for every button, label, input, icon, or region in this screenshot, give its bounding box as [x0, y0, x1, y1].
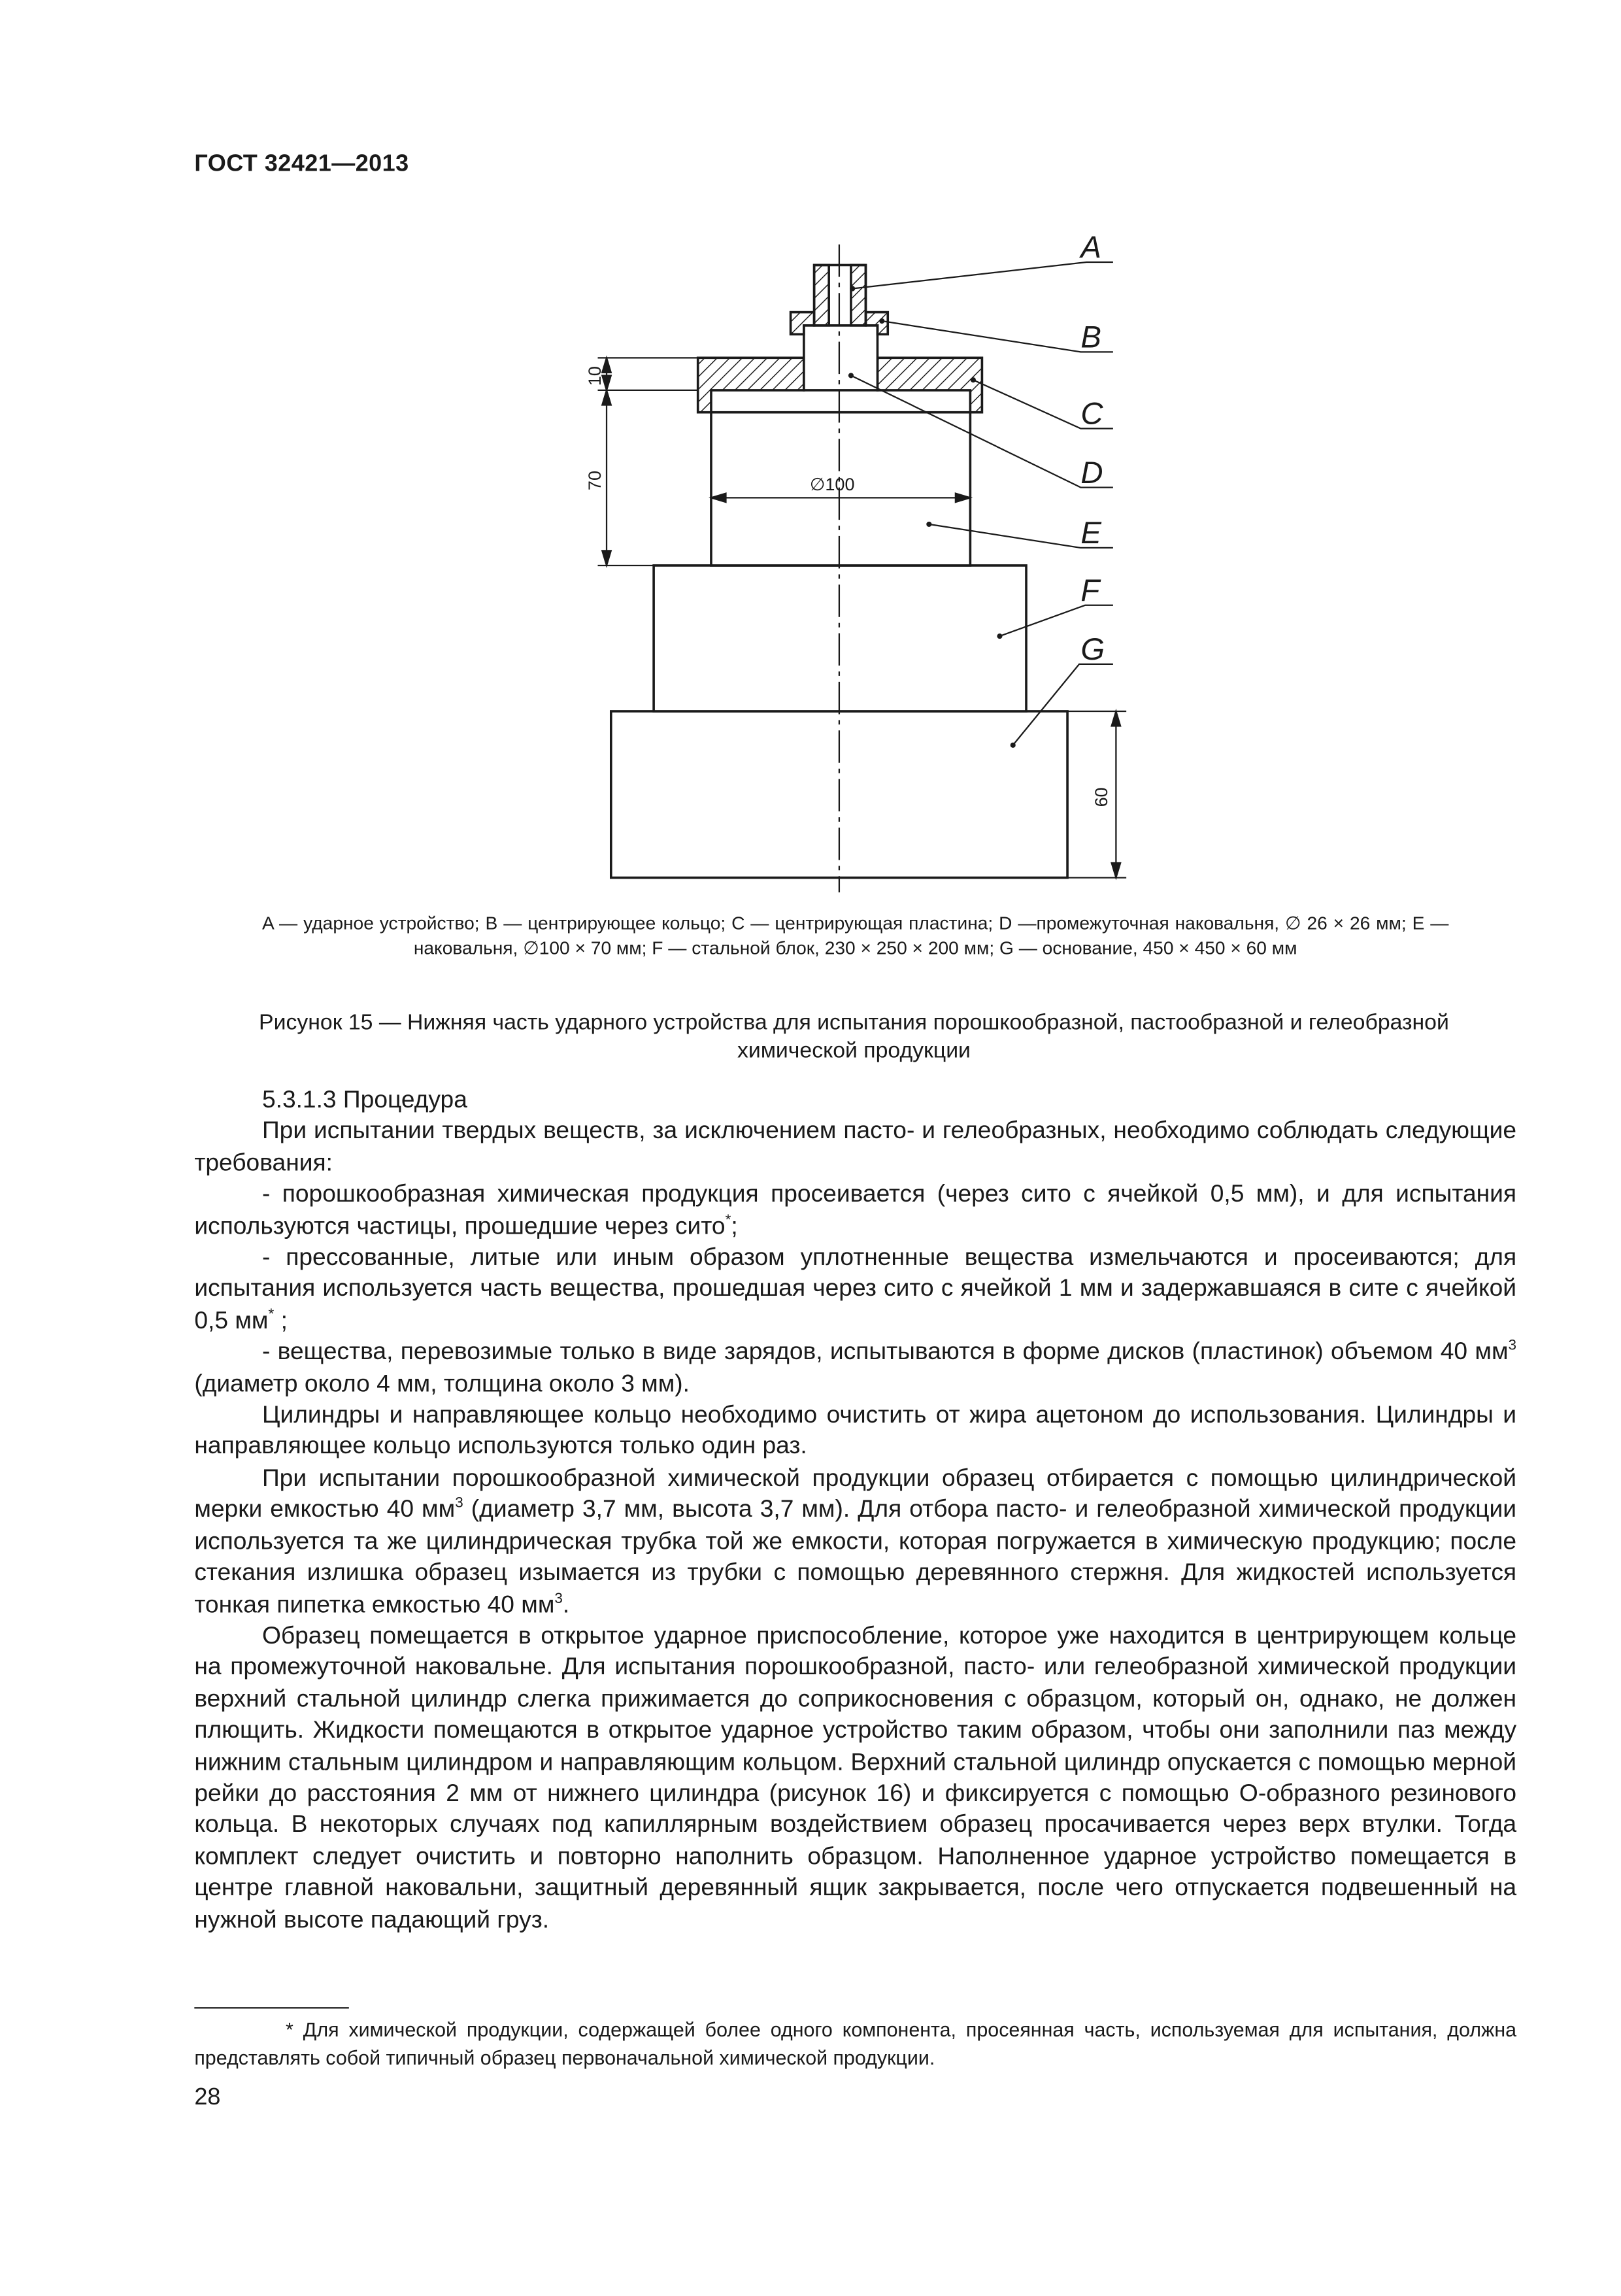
paragraph: Образец помещается в открытое ударное приспособление, которое уже находится в центрирующем кольце на промежуточной наковальне. Для испытания порошкообразной, пасто- или гелеобразной химической продукции верхний стальной цилиндр слегка прижимается до соприкосновения с образцом, который он, однако, не должен плющить. Жидкости помещаются в открытое ударное устройство таким образом, чтобы они заполнили паз между нижним стальным цилиндром и направляющим кольцом. Верхний стальной цилиндр опускается с помощью мерной рейки до расстояния 2 мм от нижнего цилиндра (рисунок 16) и фиксируется с помощью О-образного резинового кольца. В некоторых случаях под капиллярным воздействием образец просачивается через верх втулки. Тогда комплект следует очистить и повторно наполнить образцом. Наполненное ударное устройство помещается в центре главной наковальни, защитный деревянный ящик закрывается, после чего отпускается подвешенный на нужной высоте падающий груз. — [194, 1623, 1517, 1933]
dim-base-height: 60 — [1091, 787, 1111, 807]
figure-15-drawing — [0, 0, 1621, 905]
list-item: - вещества, перевозимые только в виде зарядов, испытываются в форме дисков (пластинок) объемом 40 $мм^3$ (диаметр около 4 мм, толщина около 3 мм). — [194, 1338, 1517, 1397]
dim-anvil-height: 70 — [585, 471, 605, 491]
figure-caption: Рисунок 15 — Нижняя часть ударного устройства для испытания порошкообразной, пастообразной и гелеобразной химической продукции — [259, 1010, 1449, 1064]
centering-plate-c-right — [877, 358, 982, 412]
dim-plate-height: 10 — [585, 366, 605, 386]
label-f: F — [1080, 573, 1100, 609]
page-number: 28 — [194, 2085, 221, 2110]
paragraph: При испытании твердых веществ, за исключением пасто- и гелеобразных, необходимо соблюдать следующие требования: — [194, 1118, 1517, 1177]
label-d: D — [1080, 455, 1103, 490]
paragraph: При испытании порошкообразной химической продукции образец отбирается с помощью цилиндрической мерки емкостью 40 $мм^3$ (диаметр 3,7 мм, высота 3,7 мм). Для отбора пасто- и гелеобразной химической продукции используется та же цилиндрическая трубка той же емкости, которая погружается в химическую продукцию; после стекания излишка образец изымается из трубки с помощью деревянного стержня. Для жидкостей используется тонкая пипетка емкостью 40 $мм^3$. — [194, 1464, 1517, 1618]
footnote: * Для химической продукции, содержащей более одного компонента, просеянная часть, используемая для испытания, должна представлять собой типичный образец первоначальной химической продукции. — [194, 2019, 1517, 2069]
label-c: C — [1080, 396, 1103, 431]
dim-anvil-diameter: ∅100 — [809, 475, 855, 495]
list-item: - прессованные, литые или иным образом уплотненные вещества измельчаются и просеиваются; для испытания используется часть вещества, прошедшая через сито с ячейкой 1 мм и задержавшаяся в сите с ячейкой 0,5 мм* ; — [194, 1244, 1517, 1334]
label-b: B — [1080, 320, 1101, 355]
document-header: ГОСТ 32421—2013 — [194, 152, 409, 177]
body-text — [194, 1085, 1516, 1936]
figure-legend: A — ударное устройство; B — центрирующее кольцо; C — центрирующая пластина; D —промежуточная наковальня, ∅ 26 × 26 мм; E — наковальня, ∅100 × 70 мм; F — стальной блок, 230 × 250 × 200 мм; G — основание, 450 × 450 × 60 мм — [261, 913, 1449, 959]
label-g: G — [1080, 632, 1105, 667]
paragraph: Цилиндры и направляющее кольцо необходимо очистить от жира ацетоном до использования. Цилиндры и направляющее кольцо используются только один раз. — [194, 1402, 1517, 1460]
footnote-divider — [194, 2007, 349, 2008]
label-a: A — [1080, 230, 1101, 265]
label-e: E — [1080, 516, 1101, 551]
intermediate-anvil-d — [804, 326, 878, 390]
list-item: - порошкообразная химическая продукция просеивается (через сито с ячейкой 0,5 мм), и для испытания используются частицы, прошедшие через сито*; — [194, 1181, 1517, 1240]
centering-plate-c — [698, 358, 804, 412]
section-heading: 5.3.1.3 Процедура — [261, 1087, 467, 1113]
